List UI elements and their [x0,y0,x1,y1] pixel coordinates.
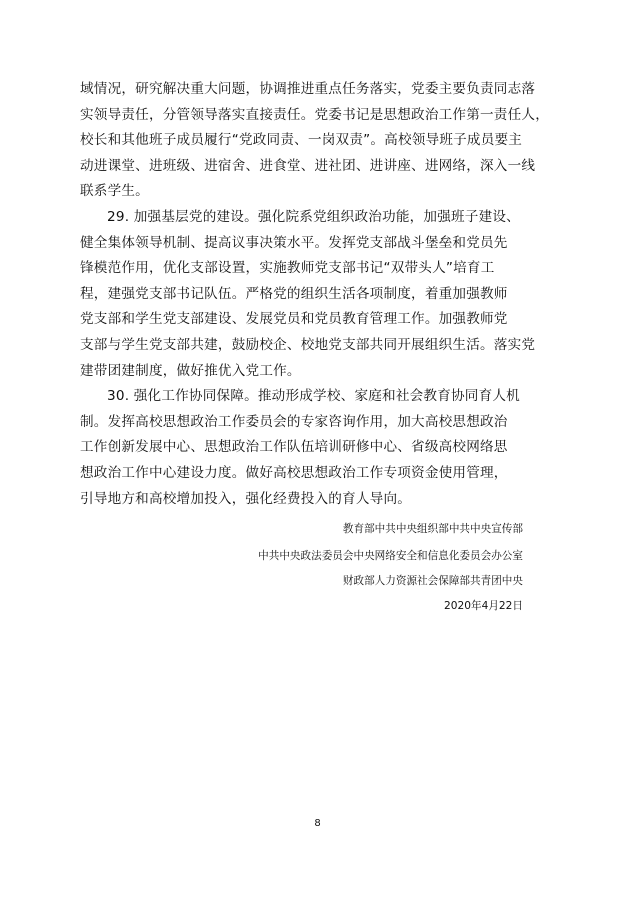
text-line: 联系学生。 [80,183,149,200]
page-number: 8 [314,818,321,829]
text-line: 程，建强党支部书记队伍。严格党的组织生活各项制度，着重加强教师 [80,285,508,302]
text-line: 建带团建制度，做好推优入党工作。 [80,362,301,379]
paragraph-29-first-line: 29. 加强基层党的建设。强化院系党组织政治功能，加强班子建设、 [107,208,520,225]
body-text [80,77,560,512]
text-line: 锋模范作用，优化支部设置，实施教师党支部书记“双带头人”培育工 [80,260,495,277]
text-line: 党支部和学生党支部建设、发展党员和党员教育管理工作。加强教师党 [80,311,508,328]
text-line: 支部与学生党支部共建，鼓励校企、校地党支部共同开展组织生活。落实党 [80,336,536,353]
text-line: 域情况，研究解决重大问题，协调推进重点任务落实，党委主要负责同志落 [80,81,536,97]
text-line: 动进课堂、进班级、进宿舍、进食堂、进社团、进讲座、进网络，深入一线 [80,157,536,174]
issue-date: 2020年4月22日 [444,600,523,612]
issuing-bodies-line-3: 财政部人力资源社会保障部共青团中央 [342,575,523,587]
issuing-bodies-line-1: 教育部中共中央组织部中共中央宣传部 [342,523,523,535]
issuing-bodies-line-2: 中共中央政法委员会中央网络安全和信息化委员会办公室 [258,550,523,562]
text-line: 制。发挥高校思想政治工作委员会的专家咨询作用，加大高校思想政治 [80,413,508,430]
text-line: 工作创新发展中心、思想政治工作队伍培训研修中心、省级高校网络思 [80,439,508,456]
text-line: 校长和其他班子成员履行“党政同责、一岗双责”。高校领导班子成员要主 [80,132,523,149]
text-line: 健全集体领导机制、提高议事决策水平。发挥党支部战斗堡垒和党员先 [80,234,508,251]
text-line: 实领导责任，分管领导落实直接责任。党委书记是思想政治工作第一责任人， [80,106,549,123]
text-line: 引导地方和高校增加投入，强化经费投入的育人导向。 [80,490,412,507]
paragraph-30-first-line: 30. 强化工作协同保障。推动形成学校、家庭和社会教育协同育人机 [107,388,520,405]
text-line: 想政治工作中心建设力度。做好高校思想政治工作专项资金使用管理， [80,464,508,481]
